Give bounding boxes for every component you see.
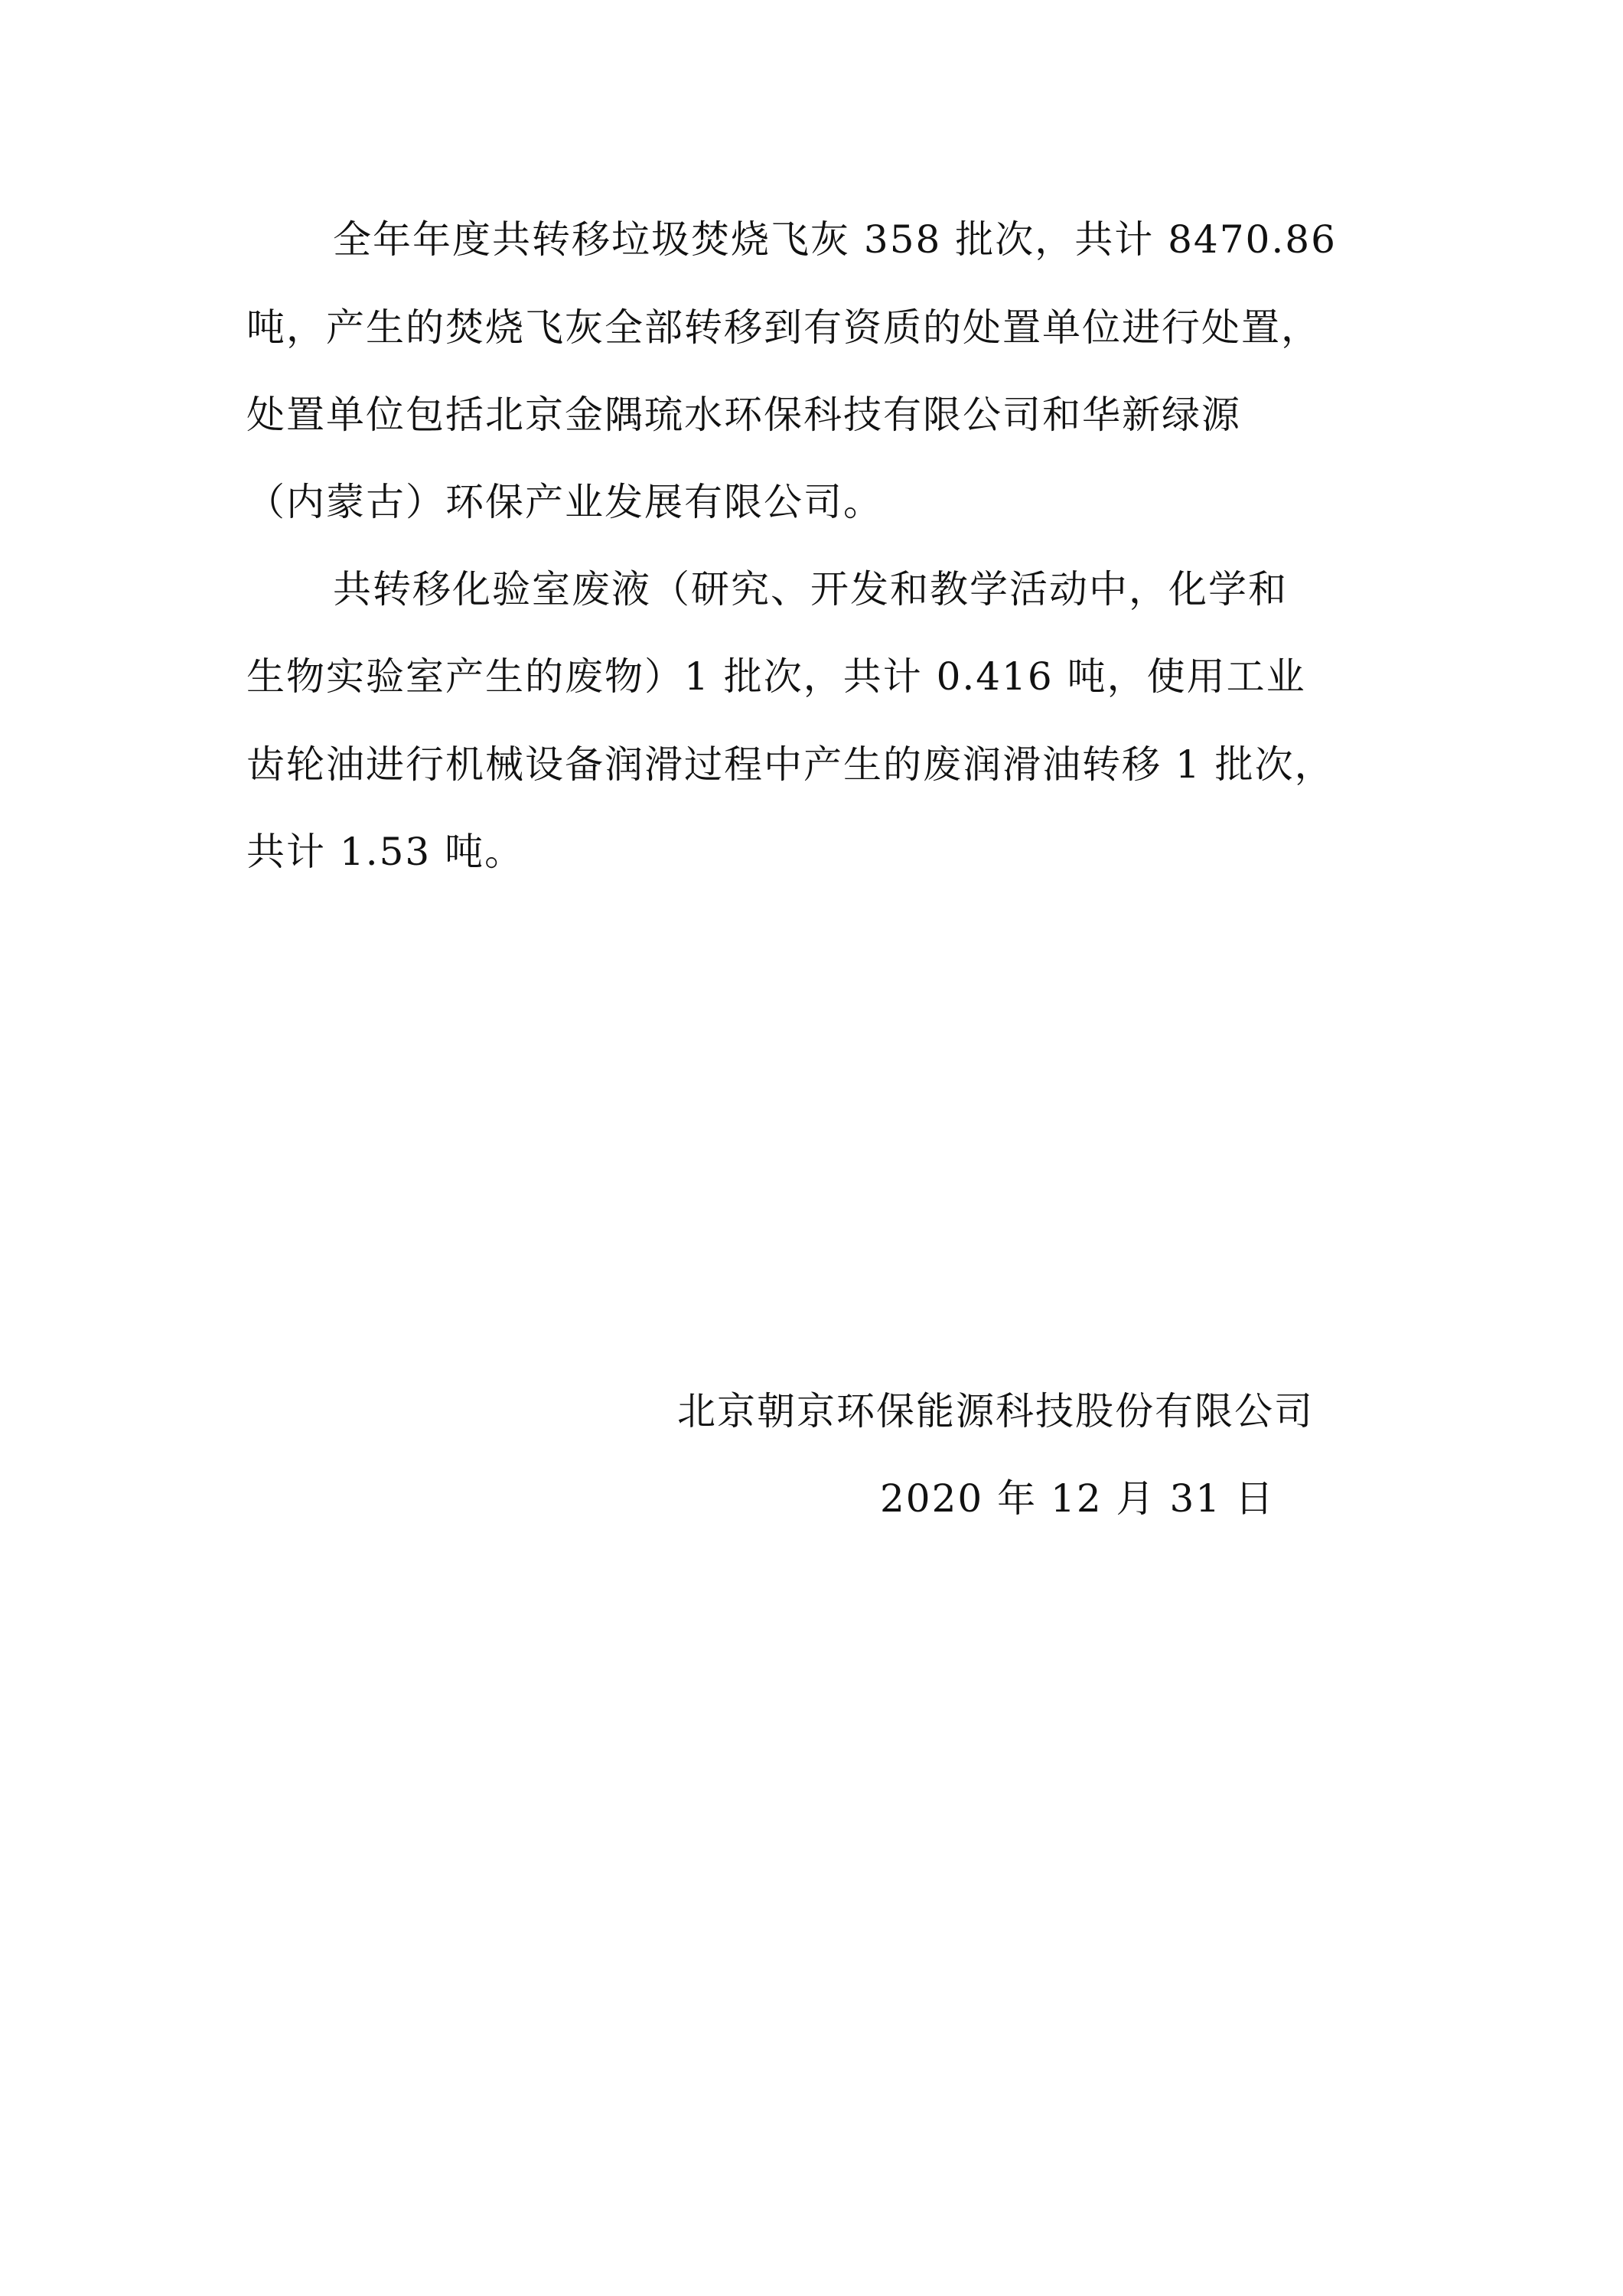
- paragraph-line: 共计 1.53 吨。: [246, 830, 525, 874]
- paragraph-line: 处置单位包括北京金隅琉水环保科技有限公司和华新绿源: [246, 393, 1241, 437]
- paragraph-line: 齿轮油进行机械设备润滑过程中产生的废润滑油转移 1 批次，: [246, 742, 1335, 787]
- paragraph-line: 生物实验室产生的废物）1 批次，共计 0.416 吨，使用工业: [246, 654, 1306, 699]
- paragraph-line: 共转移化验室废液（研究、开发和教学活动中，化学和: [333, 567, 1288, 612]
- signature-company: 北京朝京环保能源科技股份有限公司: [677, 1389, 1314, 1433]
- paragraph-line: 吨，产生的焚烧飞灰全部转移到有资质的处置单位进行处置，: [246, 305, 1321, 350]
- paragraph-line: （内蒙古）环保产业发展有限公司。: [246, 480, 883, 524]
- paragraph-line: 全年年度共转移垃圾焚烧飞灰 358 批次，共计 8470.86: [333, 217, 1337, 262]
- signature-date: 2020 年 12 月 31 日: [880, 1476, 1275, 1521]
